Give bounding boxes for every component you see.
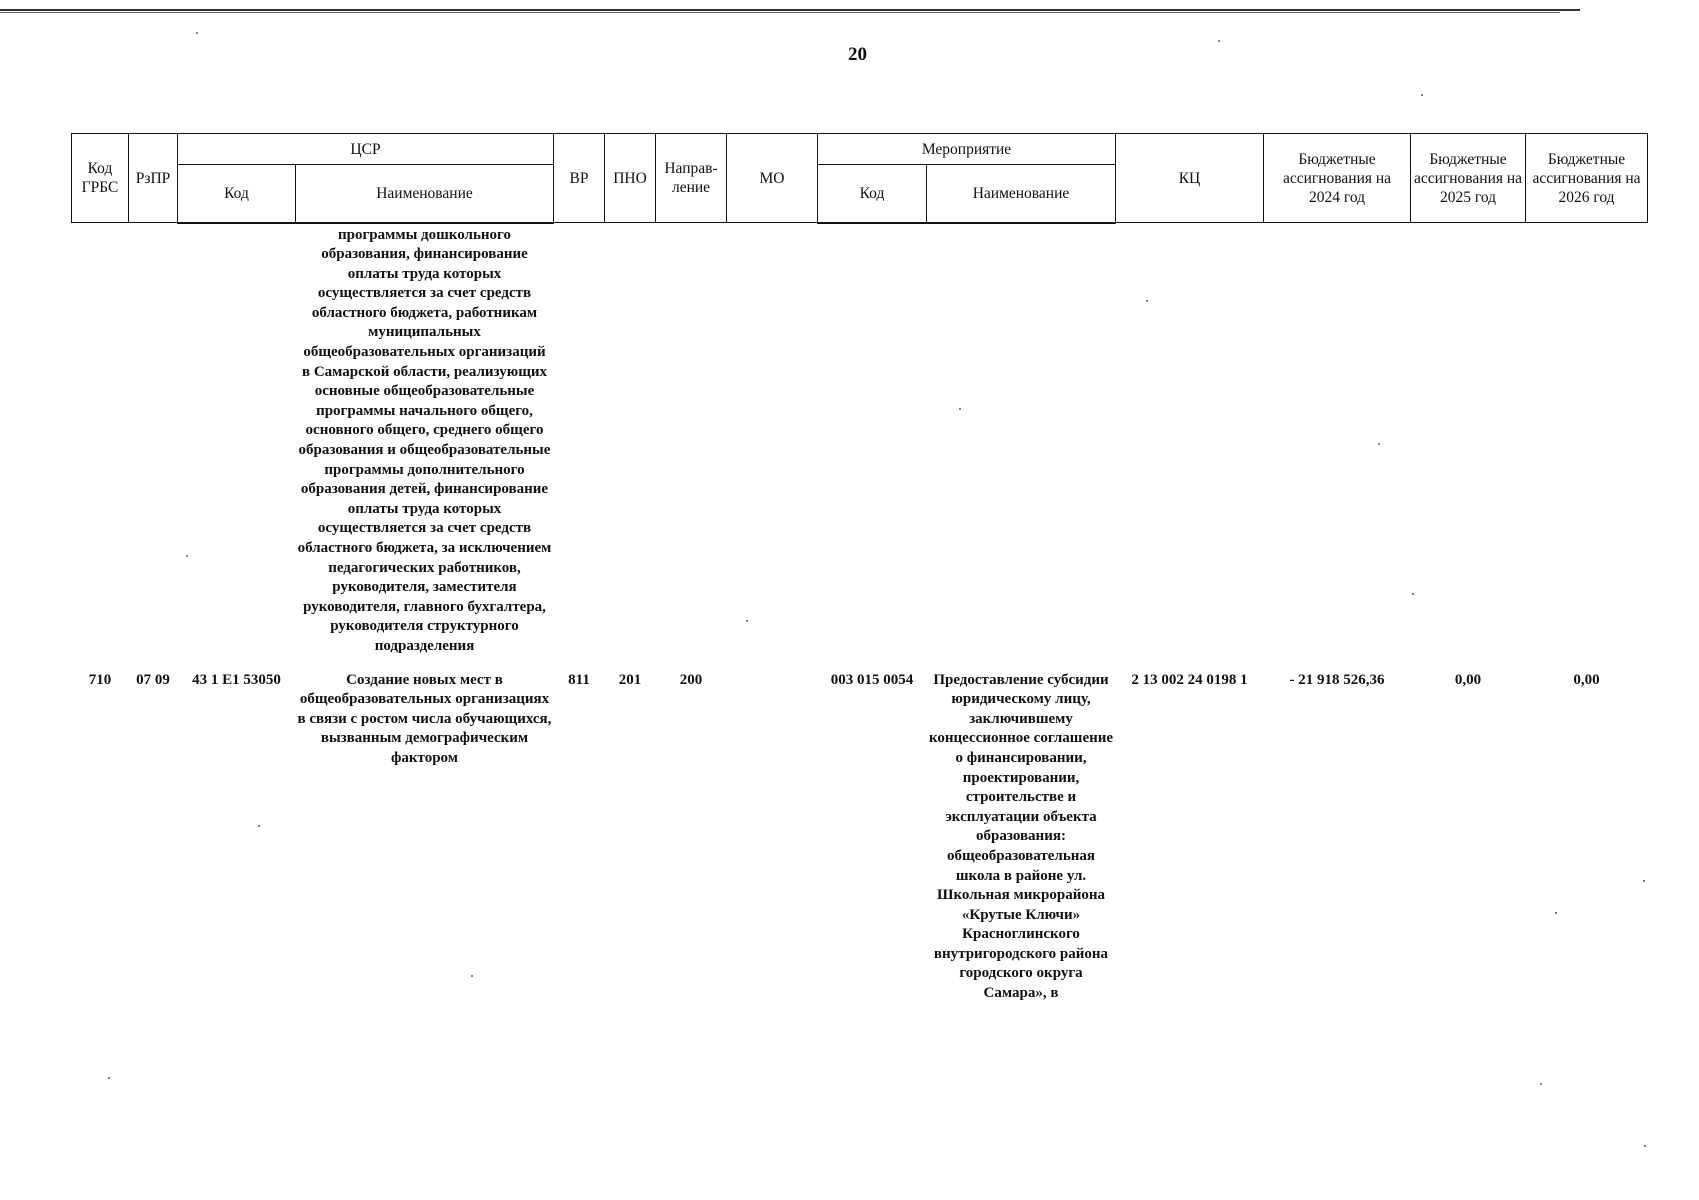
- budget-table: [71, 133, 1648, 1004]
- cell-event-name: Предоставление субсидии юридическому лицу, заключившему концессионное соглашение о финансировании, проектировании, строительстве и эксплуатации объекта образования: общеобразовательная школа в районе ул. Школьная микрорайона «Крутые Ключи» Красноглинского внутригородского района городского округа Самара», в: [928, 671, 1114, 1002]
- table-row: [72, 663, 1648, 1004]
- scan-speck: [746, 620, 748, 622]
- scan-speck: [1540, 1083, 1542, 1085]
- header-budget-2026: Бюджетные ассигнования на 2026 год: [1526, 134, 1648, 223]
- cell-mo: [727, 223, 818, 663]
- cell-mo: [727, 663, 818, 1004]
- cell-csr-name: Создание новых мест в общеобразовательных организациях в связи с ростом числа обучающихся, вызванным демографическим фактором: [297, 671, 552, 766]
- cell-csr-name: программы дошкольного образования, финансирование оплаты труда которых осуществляется за счет средств областного бюджета, работникам муниципальных общеобразовательных организаций в Самарской области, реализующих основные общеобразовательные программы начального общего, основного общего, среднего общего образования и общеобразовательные программы дополнительного образования детей, финансирование оплаты труда которых осуществляется за счет средств областного бюджета, за исключением педагогических работников, руководителя, заместителя руководителя, главного бухгалтера, руководителя структурного подразделения: [297, 226, 552, 654]
- cell-budget-2026: 0,00: [1573, 671, 1600, 688]
- cell-pno: 201: [618, 671, 642, 688]
- header-pno: ПНО: [605, 134, 656, 223]
- scan-speck: [471, 975, 473, 977]
- cell-grbs: [72, 223, 129, 663]
- cell-vr: 811: [568, 671, 590, 688]
- header-rzpr: РзПР: [129, 134, 178, 223]
- scan-speck: [1412, 593, 1414, 595]
- cell-csr-kod: [178, 223, 296, 663]
- scan-speck: [1421, 94, 1423, 96]
- cell-budget-2024: [1264, 223, 1411, 663]
- header-event: Мероприятие: [818, 134, 1116, 165]
- header-vr: ВР: [554, 134, 605, 223]
- cell-budget-2026: [1526, 223, 1648, 663]
- cell-direction: 200: [679, 671, 703, 688]
- header-budget-2024: Бюджетные ассигнования на 2024 год: [1264, 134, 1411, 223]
- cell-rzpr: 07 09: [136, 671, 170, 688]
- scan-speck: [1146, 300, 1148, 302]
- cell-grbs: 710: [88, 671, 112, 688]
- cell-event-kod: [818, 223, 927, 663]
- cell-rzpr: [129, 223, 178, 663]
- scan-speck: [196, 32, 198, 34]
- cell-kc: [1116, 223, 1264, 663]
- scan-speck: [959, 408, 961, 410]
- scan-speck: [108, 1077, 110, 1079]
- cell-budget-2024: - 21 918 526,36: [1289, 671, 1385, 688]
- header-kc: КЦ: [1116, 134, 1264, 223]
- scan-speck: [1218, 40, 1220, 42]
- cell-budget-2025: [1411, 223, 1526, 663]
- scan-edge-line: [0, 9, 1580, 11]
- table-row: [72, 223, 1648, 663]
- cell-direction: [656, 223, 727, 663]
- scan-speck: [258, 825, 260, 827]
- header-budget-2025: Бюджетные ассигнования на 2025 год: [1411, 134, 1526, 223]
- cell-pno: [605, 223, 656, 663]
- header-csr-name: Наименование: [296, 165, 554, 223]
- header-csr: ЦСР: [178, 134, 554, 165]
- page-number: 20: [848, 44, 867, 65]
- header-direction: Направ-ление: [656, 134, 727, 223]
- scan-edge-line: [0, 12, 1560, 13]
- cell-kc: 2 13 002 24 0198 1: [1131, 671, 1248, 688]
- header-csr-kod: Код: [178, 165, 296, 223]
- header-kod-grbs: Код ГРБС: [72, 134, 129, 223]
- header-event-kod: Код: [818, 165, 927, 223]
- cell-event-kod: 003 015 0054: [830, 671, 914, 688]
- header-event-name: Наименование: [927, 165, 1116, 223]
- cell-vr: [554, 223, 605, 663]
- scan-speck: [1643, 880, 1645, 882]
- scan-speck: [1378, 443, 1380, 445]
- scan-speck: [1555, 912, 1557, 914]
- header-mo: МО: [727, 134, 818, 223]
- cell-budget-2025: 0,00: [1454, 671, 1482, 688]
- cell-event-name: [927, 223, 1116, 663]
- cell-csr-kod: 43 1 E1 53050: [192, 671, 281, 688]
- scan-speck: [1644, 1145, 1646, 1147]
- scan-speck: [186, 555, 188, 557]
